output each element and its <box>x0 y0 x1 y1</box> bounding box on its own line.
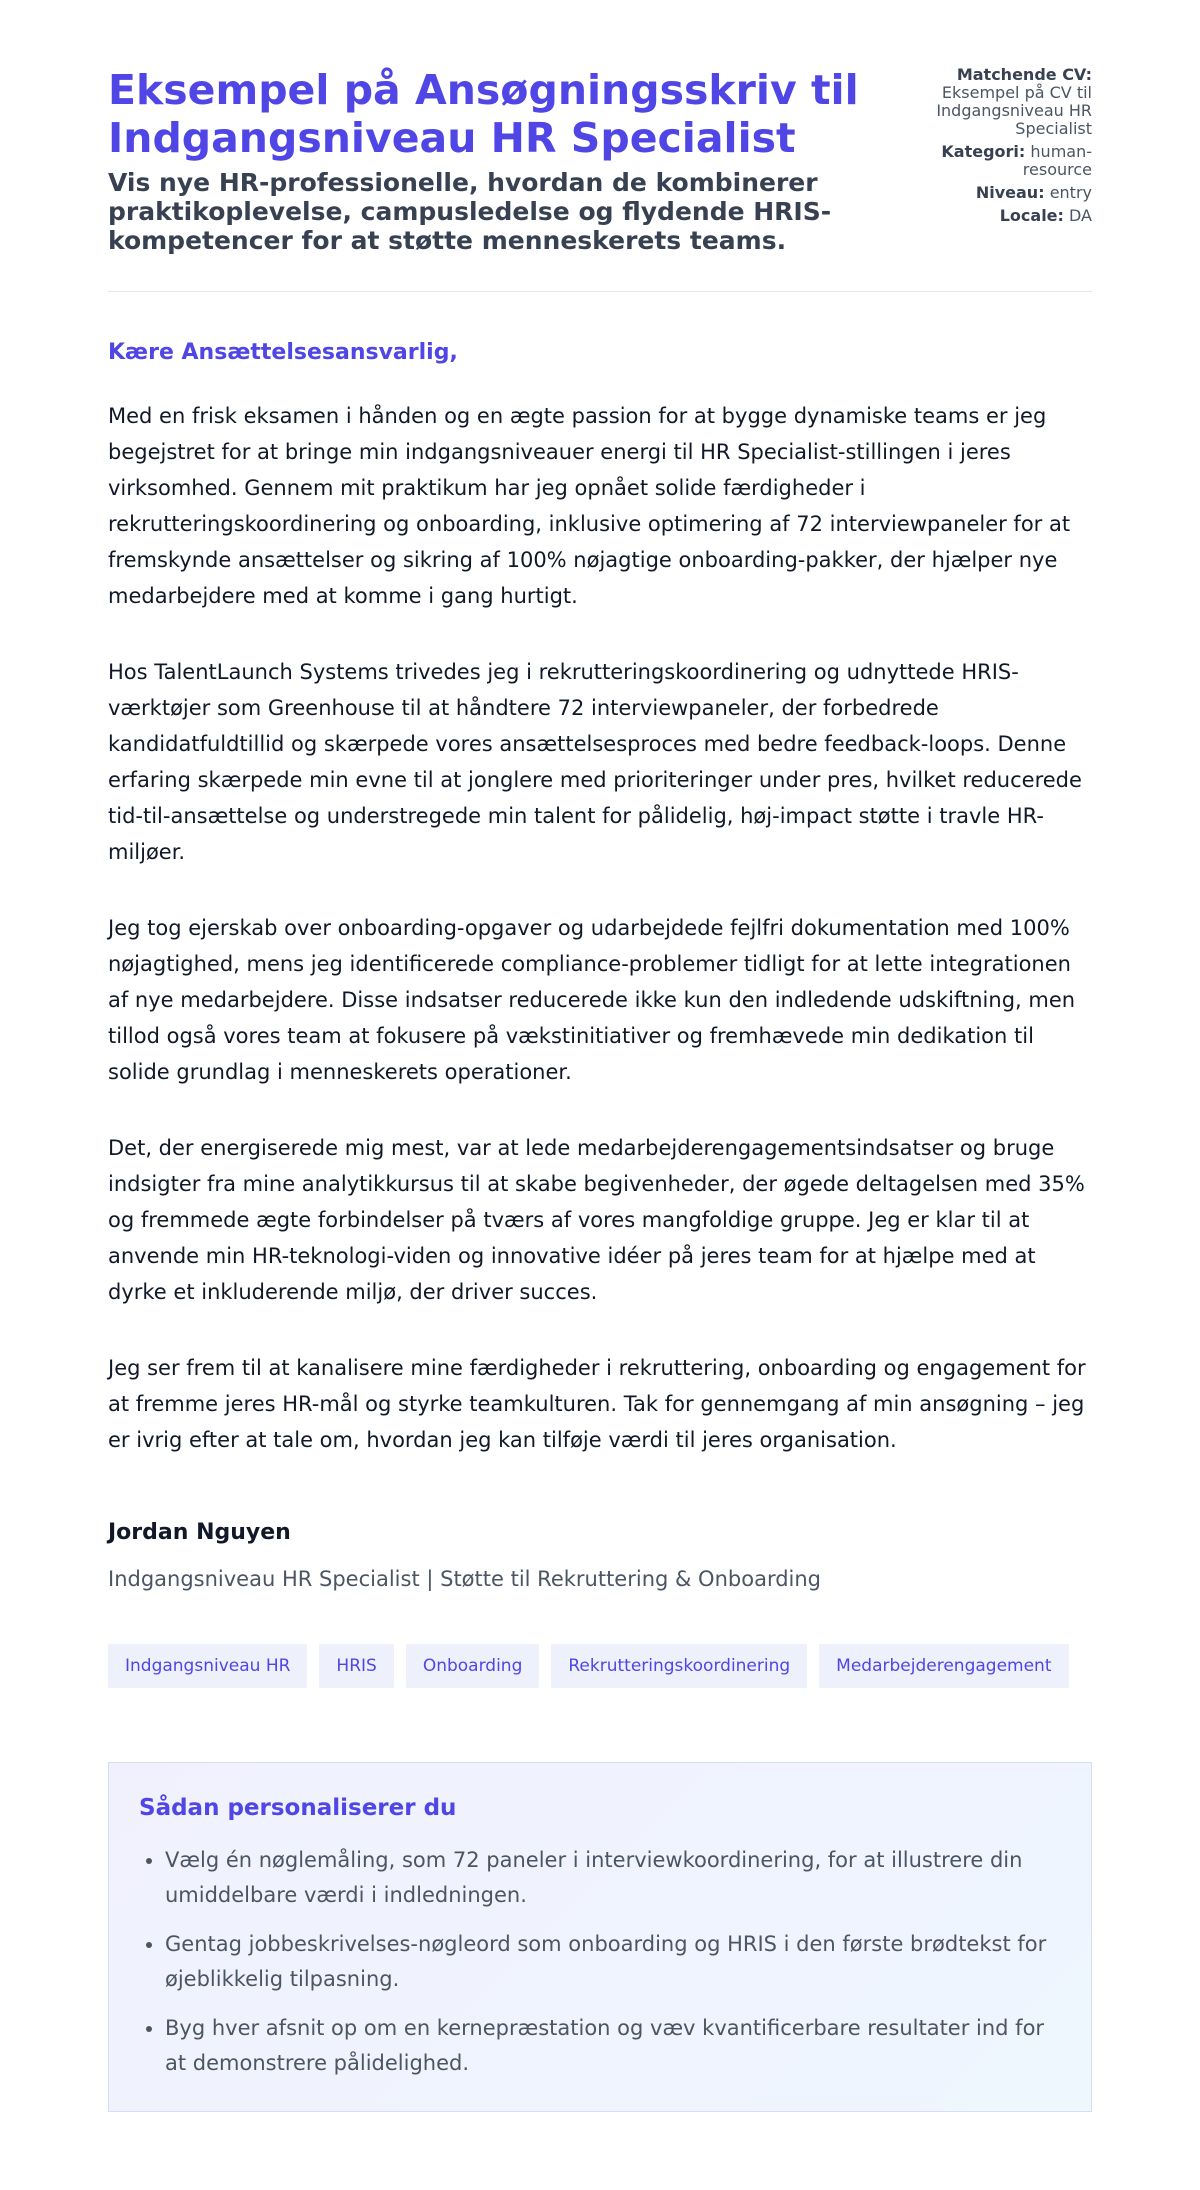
tag-chip: Onboarding <box>406 1644 540 1688</box>
page-title: Eksempel på Ansøgningsskriv til Indgangsniveau HR Specialist <box>108 66 859 162</box>
page-header <box>108 66 1092 292</box>
signature-title: Indgangsniveau HR Specialist | Støtte til Rekruttering & Onboarding <box>108 1567 822 1591</box>
signature-block <box>108 1518 1092 1594</box>
meta-level <box>902 184 1092 202</box>
meta-locale-label: Locale: <box>999 206 1064 225</box>
tag-list <box>108 1644 1092 1688</box>
letter-paragraph: Jeg ser frem til at kanalisere mine færdigheder i rekruttering, onboarding og engagement for at fremme jeres HR-mål og styrke teamkulturen. Tak for gennemgang af min ansøgning – jeg er ivrig efter at tale om, hvordan jeg kan tilføje værdi til jeres organisation. <box>108 1356 1086 1452</box>
tips-title: Sådan personaliserer du <box>139 1795 457 1821</box>
meta-panel <box>902 66 1092 230</box>
meta-level-value: entry <box>1049 183 1092 202</box>
meta-category <box>902 143 1092 179</box>
meta-matching-cv-label: Matchende CV: <box>956 65 1092 84</box>
tag-chip: Indgangsniveau HR <box>108 1644 307 1688</box>
meta-matching-cv-value: Eksempel på CV til Indgangsniveau HR Specialist <box>936 83 1092 138</box>
letter-paragraph: Hos TalentLaunch Systems trivedes jeg i rekrutteringskoordinering og udnyttede HRIS-værktøjer som Greenhouse til at håndtere 72 interviewpaneler, der forbedrede kandidatfuldtillid og skærpede vores ansættelsesproces med bedre feedback-loops. Denne erfaring skærpede min evne til at jonglere med prioriteringer under pres, hvilket reducerede tid-til-ansættelse og understregede min talent for pålidelig, høj-impact støtte i travle HR-miljøer. <box>108 660 1082 864</box>
personalization-tips-box <box>108 1762 1092 2112</box>
letter-greeting: Kære Ansættelsesansvarlig, <box>108 340 458 365</box>
meta-locale-value: DA <box>1069 206 1092 225</box>
letter-paragraph: Det, der energiserede mig mest, var at lede medarbejderengagementsindsatser og bruge indsigter fra mine analytikkursus til at skabe begivenheder, der øgede deltagelsen med 35% og fremmede ægte forbindelser på tværs af vores mangfoldige gruppe. Jeg er klar til at anvende min HR-teknologi-viden og innovative idéer på jeres team for at hjælpe med at dyrke et inkluderende miljø, der driver succes. <box>108 1136 1085 1304</box>
letter-paragraph: Jeg tog ejerskab over onboarding-opgaver og udarbejdede fejlfri dokumentation med 100% nøjagtighed, mens jeg identificerede compliance-problemer tidligt for at lette integrationen af nye medarbejdere. Disse indsatser reducerede ikke kun den indledende udskiftning, men tillod også vores team at fokusere på vækstinitiativer og fremhævede min dedikation til solide grundlag i menneskerets operationer. <box>108 916 1076 1084</box>
tips-list-item: • Byg hver afsnit op om en kernepræstation og væv kvantificerbare resultater ind for at demonstrere pålidelighed. <box>165 2011 1061 2081</box>
meta-locale <box>902 207 1092 225</box>
header-titles <box>108 66 868 255</box>
letter-paragraph: Med en frisk eksamen i hånden og en ægte passion for at bygge dynamiske teams er jeg begejstret for at bringe min indgangsniveauer energi til HR Specialist-stillingen i jeres virksomhed. Gennem mit praktikum har jeg opnået solide færdigheder i rekrutteringskoordinering og onboarding, inklusive optimering af 72 interviewpaneler for at fremskynde ansættelser og sikring af 100% nøjagtige onboarding-pakker, der hjælper nye medarbejdere med at komme i gang hurtigt. <box>108 404 1071 608</box>
meta-category-value: human-resource <box>1022 142 1092 179</box>
tag-chip: HRIS <box>319 1644 393 1688</box>
page-subtitle: Vis nye HR-professionelle, hvordan de kombinerer praktikoplevelse, campusledelse og flydende HRIS-kompetencer for at støtte menneskerets teams. <box>108 168 832 255</box>
tips-list <box>139 1843 1061 2081</box>
meta-matching-cv <box>902 66 1092 138</box>
tips-list-item: • Vælg én nøglemåling, som 72 paneler i interviewkoordinering, for at illustrere din umiddelbare værdi i indledningen. <box>165 1843 1061 1913</box>
meta-level-label: Niveau: <box>975 183 1045 202</box>
tag-chip: Medarbejderengagement <box>819 1644 1068 1688</box>
letter-body <box>108 292 1092 1458</box>
signature-name: Jordan Nguyen <box>108 1520 291 1545</box>
tips-list-item: • Gentag jobbeskrivelses-nøgleord som onboarding og HRIS i den første brødtekst for øjeblikkelig tilpasning. <box>165 1927 1061 1997</box>
tag-chip: Rekrutteringskoordinering <box>551 1644 807 1688</box>
meta-category-label: Kategori: <box>941 142 1026 161</box>
